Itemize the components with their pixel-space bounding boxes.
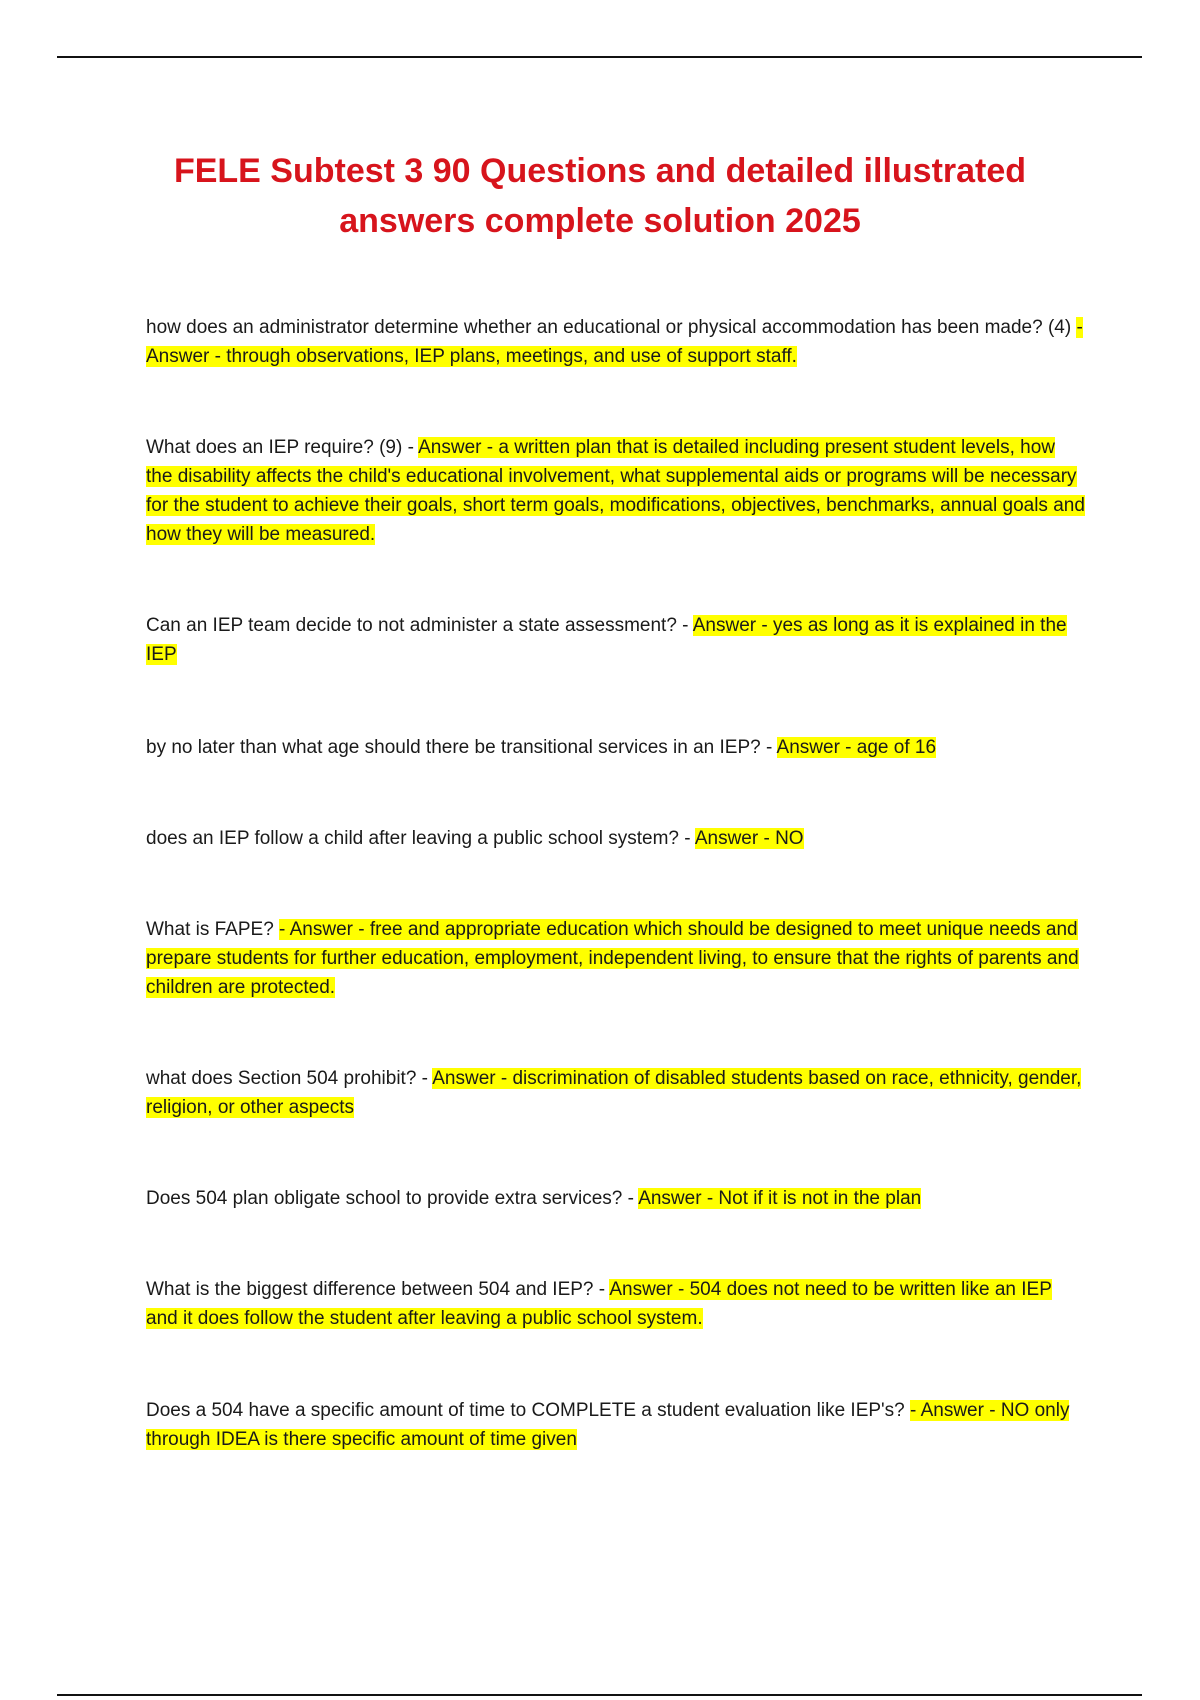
question-text: Can an IEP team decide to not administer a state assessment? - — [146, 615, 693, 636]
qa-item-8 — [146, 1184, 1086, 1213]
bottom-rule — [57, 1694, 1142, 1696]
answer-text: Answer - age of 16 — [776, 737, 937, 758]
question-text: what does Section 504 prohibit? - — [146, 1068, 433, 1089]
qa-item-6 — [146, 915, 1086, 1002]
answer-text: Answer - yes as long as it is explained in the IEP — [146, 615, 1067, 665]
answer-text: - Answer - free and appropriate education which should be designed to meet unique needs and prepare students for further education, employment, independent living, to ensure that the rights of parents and children are protected. — [146, 919, 1079, 998]
question-text: Does a 504 have a specific amount of time to COMPLETE a student evaluation like IEP's? — [146, 1400, 911, 1421]
answer-text: - Answer - NO only through IDEA is there specific amount of time given — [146, 1400, 1070, 1450]
question-text: What is FAPE? — [146, 919, 280, 940]
top-rule — [57, 56, 1142, 58]
title-line-2: answers complete solution 2025 — [339, 202, 861, 240]
question-text: how does an administrator determine whether an educational or physical accommodation has been made? (4) — [146, 317, 1077, 338]
qa-item-4 — [146, 733, 1086, 762]
question-text: does an IEP follow a child after leaving a public school system? - — [146, 828, 695, 849]
title-line-1: FELE Subtest 3 90 Questions and detailed illustrated — [173, 152, 1027, 190]
answer-text: Answer - NO — [694, 828, 804, 849]
answer-text: - Answer - through observations, IEP plans, meetings, and use of support staff. — [146, 317, 1083, 367]
question-text: Does 504 plan obligate school to provide extra services? - — [146, 1188, 639, 1209]
answer-text: Answer - discrimination of disabled students based on race, ethnicity, gender, religion, or other aspects — [146, 1068, 1082, 1118]
question-text: What is the biggest difference between 504 and IEP? - — [146, 1279, 610, 1300]
qa-item-3 — [146, 611, 1086, 669]
qa-item-2 — [146, 433, 1086, 549]
qa-item-7 — [146, 1064, 1086, 1122]
qa-item-5 — [146, 824, 1086, 853]
qa-item-1 — [146, 313, 1086, 371]
answer-text: Answer - a written plan that is detailed including present student levels, how the disability affects the child's educational involvement, what supplemental aids or programs will be necessary for the student to achieve their goals, short term goals, modifications, objectives, benchmarks, annual goals and how they will be measured. — [146, 437, 1085, 545]
qa-item-10 — [146, 1396, 1086, 1454]
question-text: What does an IEP require? (9) - — [146, 437, 419, 458]
question-text: by no later than what age should there be transitional services in an IEP? - — [146, 737, 777, 758]
document-title — [100, 146, 1100, 246]
qa-item-9 — [146, 1275, 1086, 1333]
answer-text: Answer - 504 does not need to be written like an IEP and it does follow the student after leaving a public school system. — [146, 1279, 1052, 1329]
answer-text: Answer - Not if it is not in the plan — [638, 1188, 922, 1209]
